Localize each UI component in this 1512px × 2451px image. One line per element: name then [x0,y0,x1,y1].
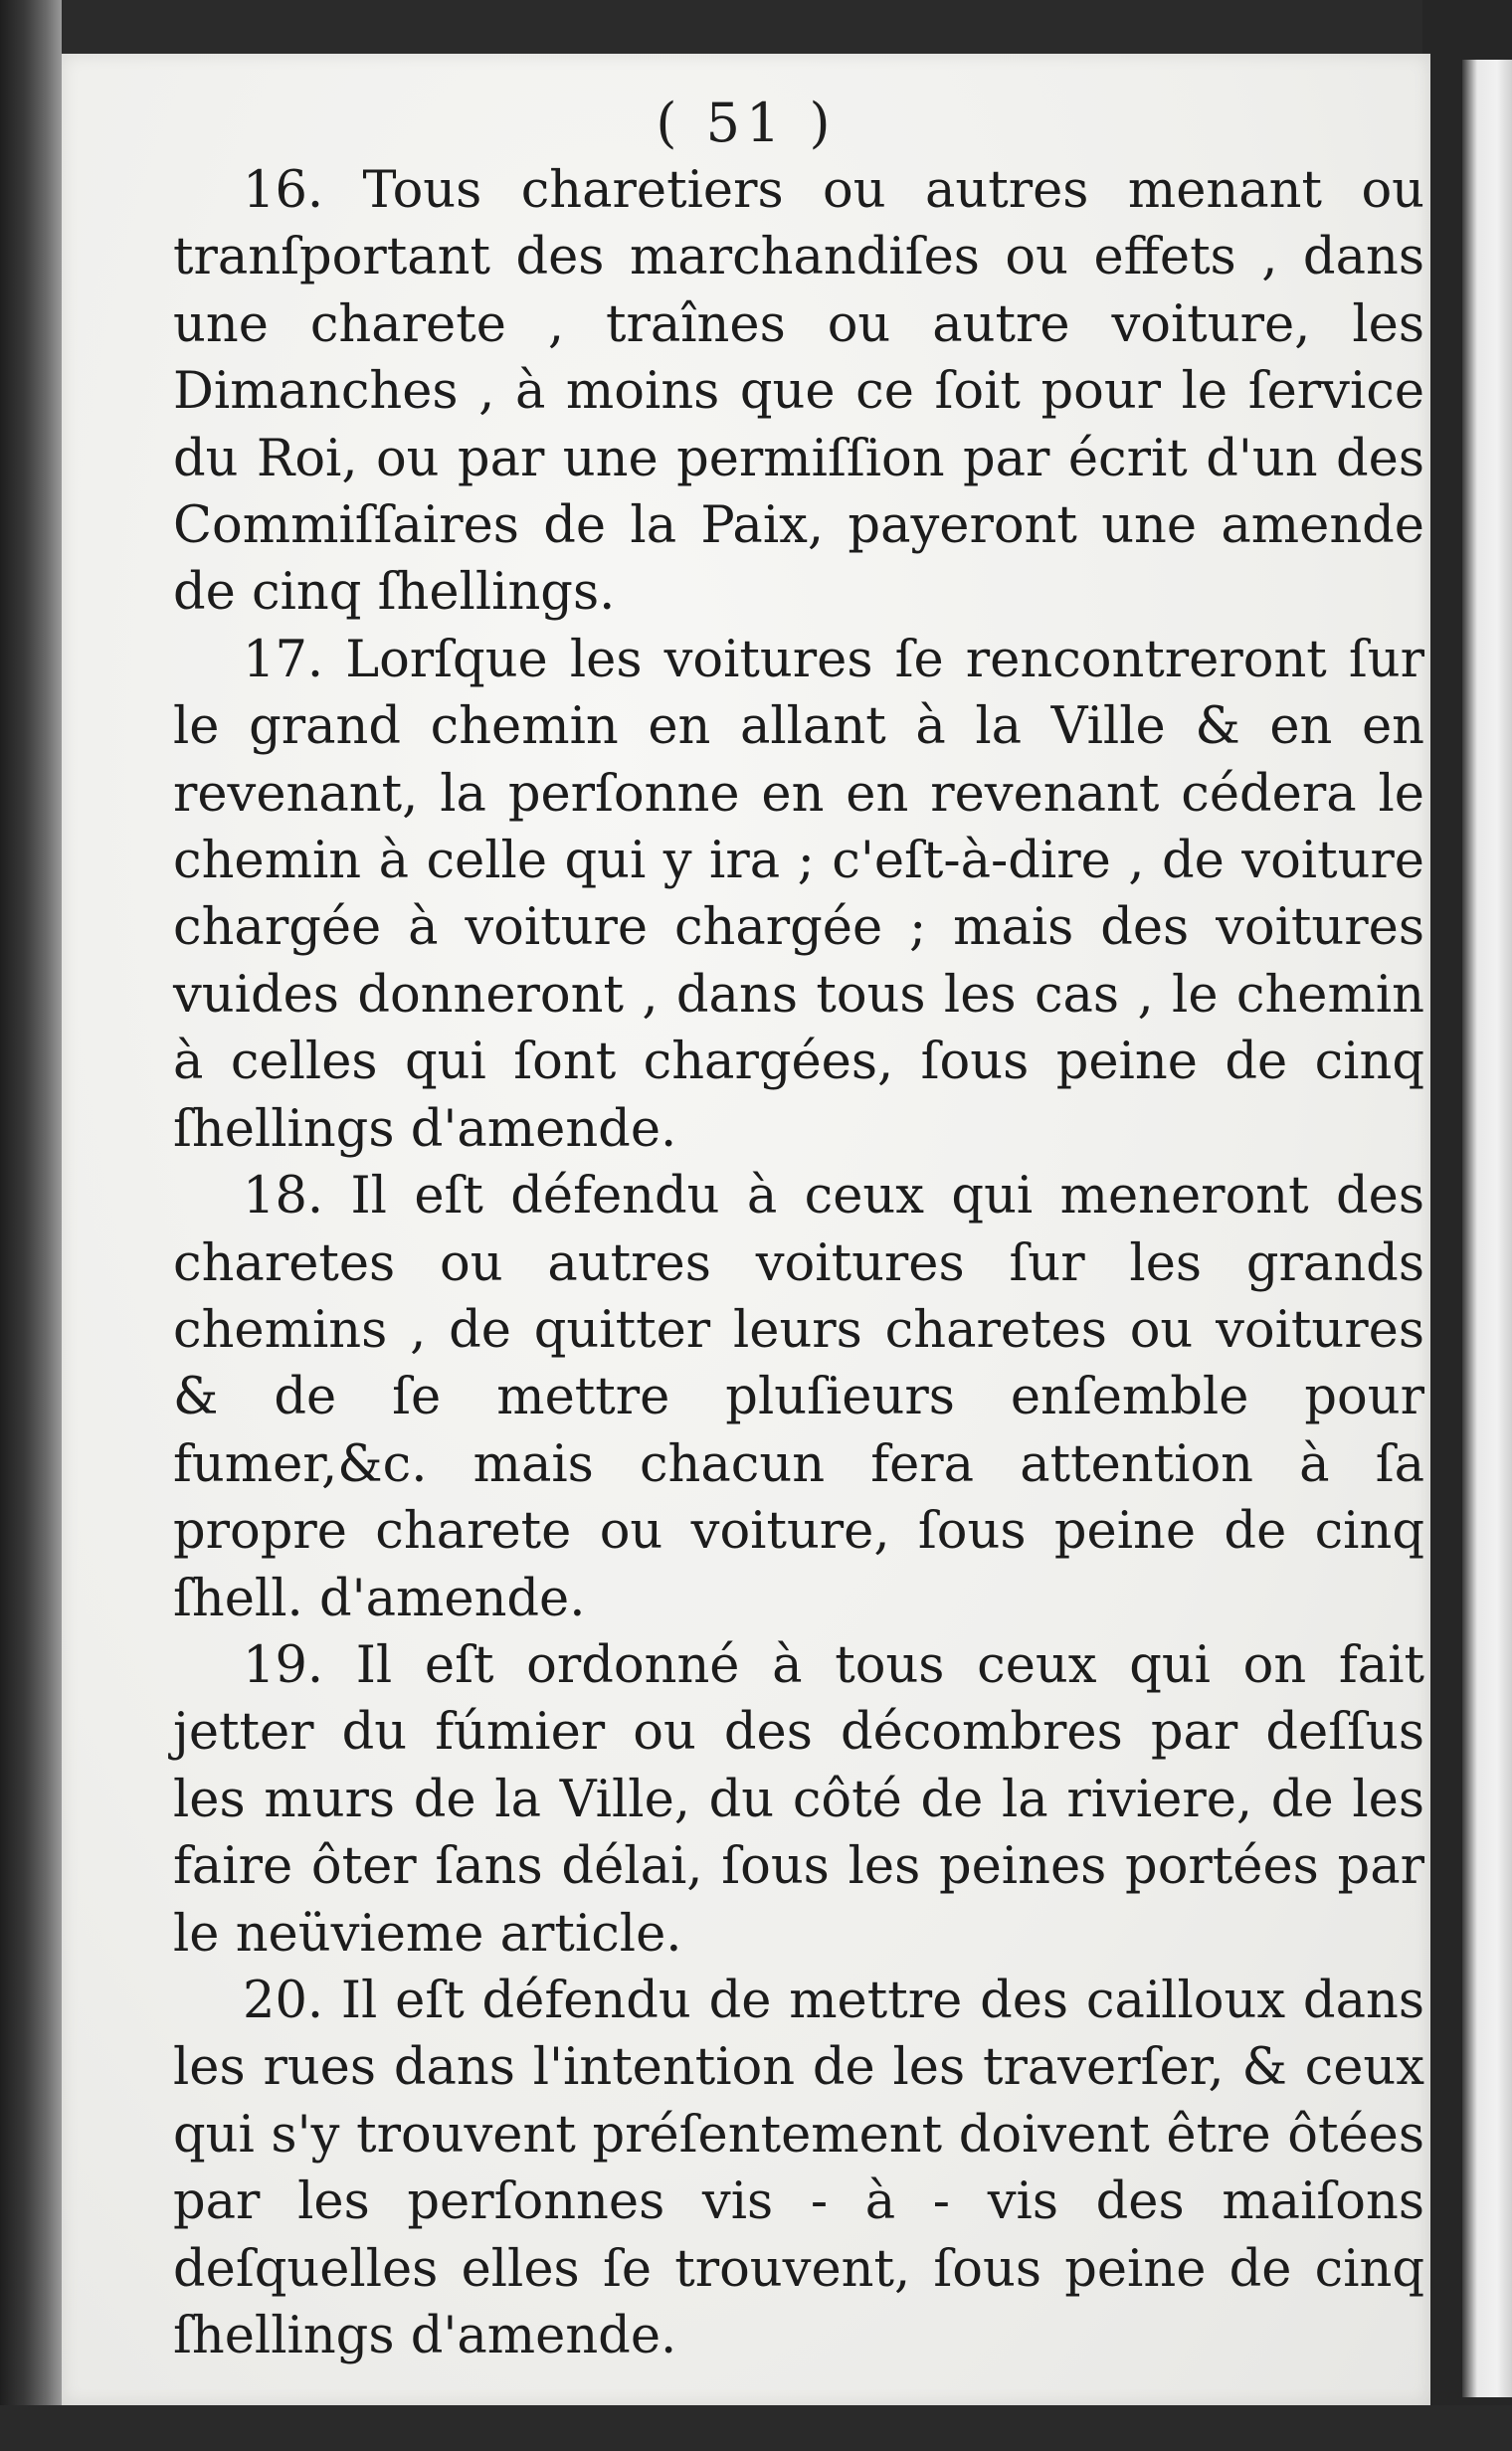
page-body [173,157,1424,2369]
article-18: 18. Il eſt défendu à ceux qui meneront des charetes ou autres voitures ſur les grands chemins , de quitter leurs charetes ou voitures & de ſe mettre pluſieurs enſemble pour fumer,&c. mais chacun fera attention à ſa propre charete ou voiture, ſous peine de cinq ſhell. d'amende. [173,1167,1424,1628]
scan-bottom-margin [0,2405,1512,2451]
book-page [62,54,1430,2405]
book-binding-left [0,0,62,2451]
article-20: 20. Il eſt défendu de mettre des cailloux dans les rues dans l'intention de les traverſer, & ceux qui s'y trouvent préſentement doivent être ôtées par les perſonnes vis - à - vis des maiſons deſquelles elles ſe trouvent, ſous peine de cinq ſhellings d'amende. [173,1971,1424,2365]
article-16: 16. Tous charetiers ou autres menant ou tranſportant des marchandiſes ou effets , dans une charete , traînes ou autre voiture, les Dimanches , à moins que ce ſoit pour le ſervice du Roi, ou par une permiſſion par écrit d'un des Commiſſaires de la Paix, payeront une amende de cinq ſhellings. [173,161,1424,623]
adjacent-page-sliver [1462,60,1512,2397]
article-19: 19. Il eſt ordonné à tous ceux qui on fait jetter du fúmier ou des décombres par deſſus les murs de la Ville, du côté de la riviere, de les faire ôter ſans délai, ſous les peines portées par le neüvieme article. [173,1635,1424,1964]
article-17: 17. Lorſque les voitures ſe rencontreront ſur le grand chemin en allant à la Ville & en en revenant, la perſonne en en revenant cédera le chemin à celle qui y ira ; c'eſt-à-dire , de voiture chargée à voiture chargée ; mais des voitures vuides donneront , dans tous les cas , le chemin à celles qui ſont chargées, ſous peine de cinq ſhellings d'amende. [173,630,1424,1159]
page-number: ( 51 ) [656,92,837,154]
